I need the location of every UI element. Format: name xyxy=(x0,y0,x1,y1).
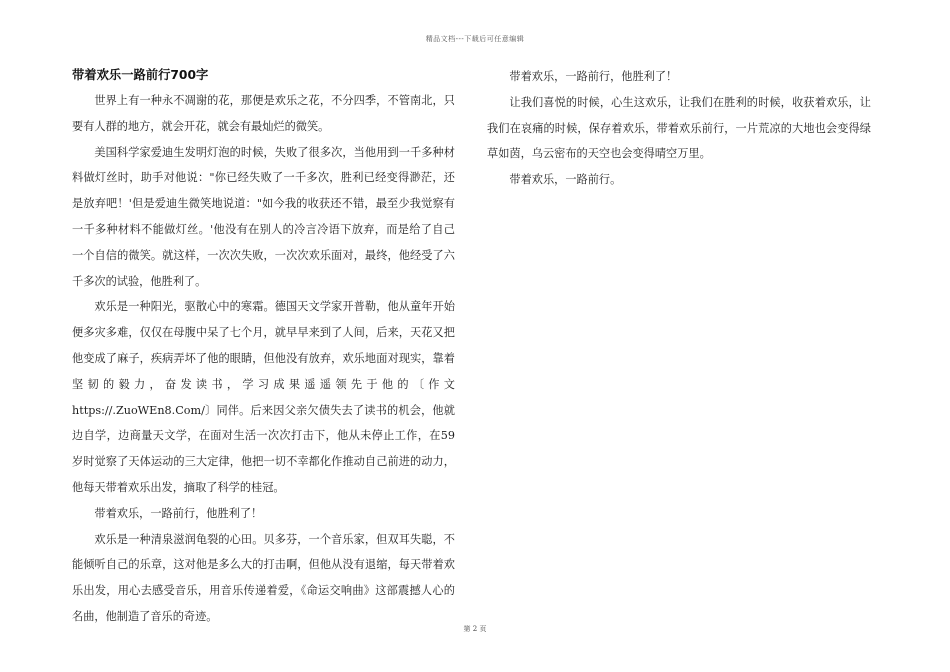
page-header: 精品文档---下载后可任意编辑 xyxy=(425,35,525,43)
paragraph: 世界上有一种永不凋谢的花，那便是欢乐之花，不分四季，不管南北，只要有人群的地方，就会开花，就会有最灿烂的微笑。 xyxy=(72,94,455,133)
article-title: 带着欢乐一路前行700字 xyxy=(72,68,209,82)
left-column xyxy=(72,64,455,630)
paragraph: 带着欢乐，一路前行。 xyxy=(509,173,622,187)
page-number: 第 2 页 xyxy=(463,625,487,633)
paragraph: 让我们喜悦的时候，心生这欢乐，让我们在胜利的时候，收获着欢乐，让我们在哀痛的时候，保存着欢乐，带着欢乐前行，一片荒凉的大地也会变得绿草如茵，乌云密布的天空也会变得晴空万里。 xyxy=(487,95,871,161)
paragraph: 欢乐是一种阳光，驱散心中的寒霜。德国天文学家开普勒，他从童年开始便多灾多难，仅仅在母腹中呆了七个月，就早早来到了人间，后来，天花又把他变成了麻子，疾病弄坏了他的眼睛，但他没有放弃，欢乐地面对现实，靠着坚韧的毅力，奋发读书，学习成果遥遥领先于他的〔作文https://.ZuoWEn8.Com/〕同伴。后来因父亲欠债失去了读书的机会，他就边自学，边商量天文学，在面对生活一次次打击下，他从未停止工作，在59岁时觉察了天体运动的三大定律，他把一切不幸都化作推动自己前进的动力，他每天带着欢乐出发，摘取了科学的桂冠。 xyxy=(72,300,455,494)
paragraph: 带着欢乐，一路前行，他胜利了！ xyxy=(509,70,678,83)
paragraph: 带着欢乐，一路前行，他胜利了！ xyxy=(94,506,263,520)
right-column xyxy=(487,64,871,193)
paragraph: 美国科学家爱迪生发明灯泡的时候，失败了很多次，当他用到一千多种材料做灯丝时，助手对他说："你已经失败了一千多次，胜利已经变得渺茫，还是放弃吧！'但是爱迪生微笑地说道："如今我的收获还不错，最至少我觉察有一千多种材料不能做灯丝。'他没有在别人的冷言冷语下放弃，而是给了自己一个自信的微笑。就这样，一次次失败，一次次欢乐面对，最终，他经受了六千多次的试验，他胜利了。 xyxy=(72,145,455,288)
paragraph: 欢乐是一种清泉滋润龟裂的心田。贝多芬，一个音乐家，但双耳失聪，不能倾听自己的乐章，这对他是多么大的打击啊，但他从没有退缩，每天带着欢乐出发，用心去感受音乐，用音乐传递着爱，《命运交响曲》这部震撼人心的名曲，他制造了音乐的奇迹。 xyxy=(72,532,455,623)
